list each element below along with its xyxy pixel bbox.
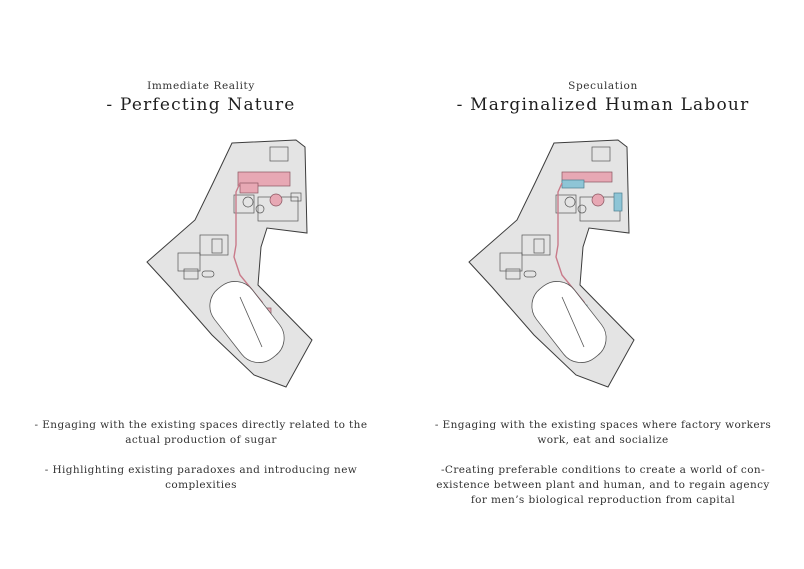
panel-subtitle: Immediate Reality	[147, 80, 255, 92]
description-paragraph: - Engaging with the existing spaces directly related to the actual production of sugar	[34, 419, 368, 446]
panel-speculation	[402, 0, 804, 569]
description-paragraph: - Highlighting existing paradoxes and introducing new complexities	[44, 464, 358, 491]
panel-description	[432, 418, 774, 523]
panel-title: - Perfecting Nature	[106, 95, 296, 115]
site-plan	[402, 135, 804, 395]
panel-subtitle: Speculation	[568, 80, 638, 92]
description-paragraph: - Engaging with the existing spaces where factory workers work, eat and socialize	[434, 419, 772, 446]
panel-title: - Marginalized Human Labour	[456, 95, 750, 115]
site-plan	[0, 135, 402, 395]
description-paragraph: -Creating preferable conditions to create a world of con-existence between plant and human, and to regain agency for men’s biological reproduction from capital	[436, 464, 770, 506]
panel-description	[30, 418, 372, 508]
